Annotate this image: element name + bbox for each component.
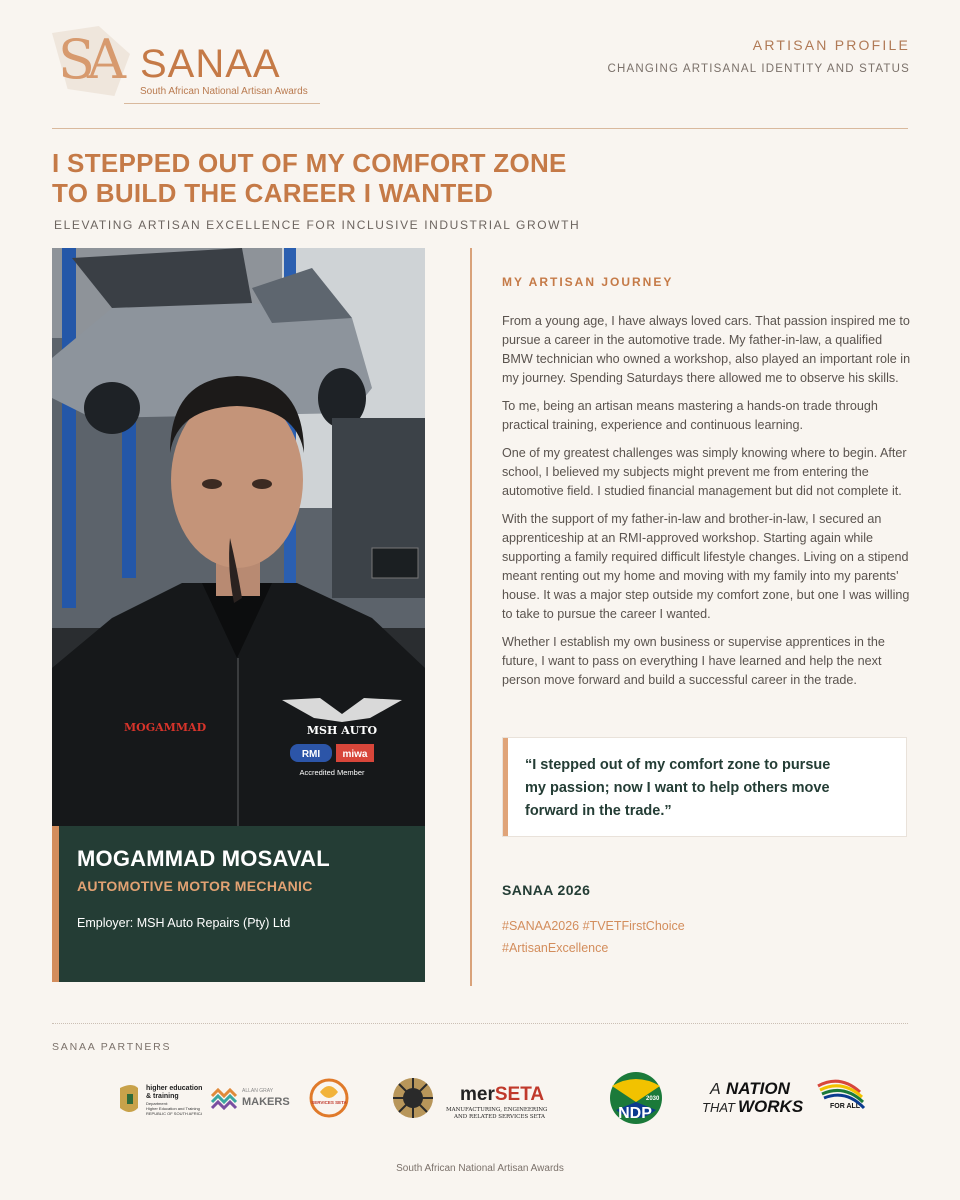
dhet-line-3: Department: — [146, 1101, 169, 1106]
allan-gray-text: ALLAN GRAY — [242, 1088, 274, 1094]
partners-label: SANAA PARTNERS — [52, 1041, 172, 1053]
nation-word-that: THAT — [702, 1100, 735, 1115]
hashtags-line-2: #ArtisanExcellence — [502, 941, 609, 955]
logo-wordmark: SANAA — [140, 42, 281, 86]
dhet-line-4: Higher Education and Training — [146, 1106, 200, 1111]
journey-paragraph-3: One of my greatest challenges was simply knowing where to begin. After school, I believed my subjects might prevent me from entering the automotive field. I studied financial management but did not complete it. — [502, 446, 907, 498]
services-seta-hands-icon — [320, 1086, 338, 1098]
nation-word-works: WORKS — [738, 1097, 804, 1116]
journey-paragraph-4: With the support of my father-in-law and brother-in-law, I secured an apprenticeship at an RMI-approved workshop. Starting again while supporting a family required difficult lifestyle changes. Living on a stipend meant renting out my home and moving with my family into my parents' house. It was a major step outside my comfort zone, but one I was willing to take to pursue the career I wanted. — [502, 512, 910, 621]
merseta-subtitle-2: AND RELATED SERVICES SETA — [454, 1114, 545, 1120]
dhet-logo — [118, 1070, 202, 1130]
car-wheel-front — [84, 382, 140, 434]
face — [171, 392, 303, 568]
logo-monogram: SA — [58, 28, 118, 91]
merseta-subtitle-1: MANUFACTURING, ENGINEERING — [446, 1107, 548, 1113]
lift-post-left — [62, 248, 76, 608]
dhet-line-1: higher education — [146, 1085, 202, 1092]
diagnostic-screen — [372, 548, 418, 578]
dhet-line-2: & training — [146, 1093, 179, 1100]
pull-quote-accent-bar — [503, 738, 508, 836]
allan-gray-makers-logo — [210, 1070, 302, 1130]
portrait-photo — [52, 248, 425, 828]
partner-logo-merseta — [388, 1070, 564, 1130]
miwa-badge-text: miwa — [342, 749, 368, 760]
workshop-portrait-illustration — [52, 248, 425, 828]
lift-post-middle — [122, 418, 136, 578]
partners-divider — [52, 1023, 908, 1024]
partner-logo-dhet — [118, 1070, 202, 1130]
makers-text: MAKERS — [242, 1096, 290, 1108]
headline-line-1: I STEPPED OUT OF MY COMFORT ZONE — [52, 148, 567, 178]
hashtags — [502, 915, 762, 959]
journey-section-title: MY ARTISAN JOURNEY — [502, 275, 674, 289]
eye-left — [202, 479, 222, 489]
logo-underline — [124, 103, 320, 104]
merseta-wordmark-b: SETA — [494, 1084, 545, 1105]
journey-paragraph-1: From a young age, I have always loved cars. That passion inspired me to pursue a career in the automotive trade. My father-in-law, a qualified BMW technician who owned a workshop, also played an important role in my journey. Spending Saturdays there allowed me to observe his skills. — [502, 314, 911, 385]
merseta-logo — [388, 1070, 564, 1130]
sanaa-logo — [52, 26, 320, 106]
dhet-line-5: REPUBLIC OF SOUTH AFRICA — [146, 1111, 202, 1116]
partner-logo-nation-that-works — [700, 1070, 872, 1130]
profile-role: AUTOMOTIVE MOTOR MECHANIC — [77, 878, 313, 894]
partner-logo-allan-gray-makers — [210, 1070, 302, 1130]
merseta-wordmark — [460, 1084, 544, 1105]
profile-employer: Employer: MSH Auto Repairs (Pty) Ltd — [77, 916, 291, 930]
services-seta-logo — [308, 1070, 350, 1130]
header-title: ARTISAN PROFILE — [752, 37, 910, 53]
ndp-text: NDP — [618, 1105, 652, 1122]
logo-subtitle: South African National Artisan Awards — [140, 86, 308, 97]
column-divider — [470, 248, 472, 986]
coat-of-arms-shield — [127, 1094, 133, 1104]
header-subtitle: CHANGING ARTISANAL IDENTITY AND STATUS — [607, 63, 910, 75]
footer-text: South African National Artisan Awards — [396, 1163, 564, 1174]
ndp-year: 2030 — [646, 1096, 660, 1102]
partner-logo-services-seta — [308, 1070, 350, 1130]
profile-name-card — [52, 826, 425, 982]
header-divider — [52, 128, 908, 129]
event-name: SANAA 2026 — [502, 882, 591, 898]
jacket-brand-text: MSH AUTO — [306, 724, 378, 737]
nation-word-forall: FOR ALL — [830, 1103, 861, 1110]
page-headline — [52, 148, 652, 208]
eye-right — [252, 479, 272, 489]
accredited-member-text: Accredited Member — [299, 768, 365, 777]
services-seta-text: SERVICES SETA — [311, 1100, 347, 1105]
merseta-spokes — [393, 1078, 433, 1118]
headline-line-2: TO BUILD THE CAREER I WANTED — [52, 178, 494, 208]
nation-that-works-logo — [700, 1070, 872, 1130]
journey-paragraph-2: To me, being an artisan means mastering a hands-on trade through practical training, experience and continuous learning. — [502, 399, 878, 432]
pull-quote-box — [502, 737, 907, 837]
rmi-badge-text: RMI — [301, 749, 321, 760]
hashtags-line-1: #SANAA2026 #TVETFirstChoice — [502, 919, 685, 933]
ndp-2030-logo — [606, 1070, 664, 1130]
profile-name: MOGAMMAD MOSAVAL — [77, 846, 330, 871]
partner-logo-ndp — [606, 1070, 664, 1130]
name-card-accent-bar — [52, 826, 59, 982]
pull-quote-text: “I stepped out of my comfort zone to pursue my passion; now I want to help others move forward in the trade.” — [525, 757, 831, 819]
page-tagline: ELEVATING ARTISAN EXCELLENCE FOR INCLUSIVE INDUSTRIAL GROWTH — [54, 218, 581, 232]
journey-body — [502, 312, 912, 699]
merseta-wordmark-a: mer — [460, 1084, 495, 1105]
nation-word-a: A — [710, 1081, 721, 1098]
journey-paragraph-5: Whether I establish my own business or supervise apprentices in the future, I want to pass on everything I have learned and help the next person move forward and build a successful career in the trade. — [502, 635, 885, 687]
jacket-embroidery-name: MOGAMMAD — [124, 721, 207, 734]
makers-chevron-orange — [212, 1090, 236, 1096]
nation-word-nation: NATION — [726, 1079, 790, 1098]
